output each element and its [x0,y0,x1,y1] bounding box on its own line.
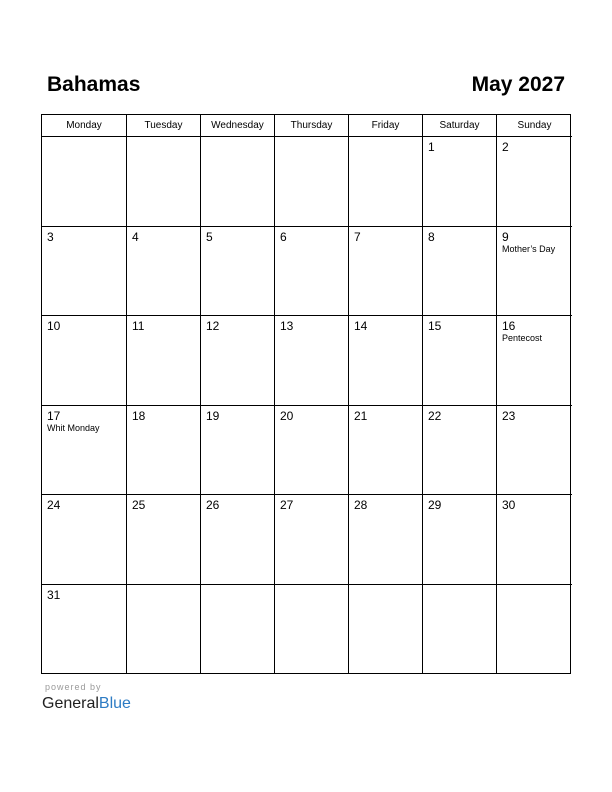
day-number: 14 [354,319,368,333]
day-cell [201,137,275,227]
weekday-header-tuesday: Tuesday [127,115,201,137]
weekday-header-friday: Friday [349,115,423,137]
day-number: 26 [206,498,220,512]
day-cell [201,406,275,496]
day-number: 18 [132,408,146,423]
day-cell [201,585,275,675]
weekday-header-thursday: Thursday [275,115,349,137]
day-cell [42,227,127,317]
day-cell [127,227,201,317]
day-number: 3 [47,229,54,244]
day-cell [497,227,572,317]
day-cell [423,495,497,585]
day-cell [42,495,127,585]
day-number: 21 [354,408,368,423]
day-cell [42,137,127,227]
day-cell [497,316,572,406]
day-cell [497,406,572,496]
day-number: 28 [354,498,368,512]
day-cell [423,227,497,317]
day-cell [201,316,275,406]
day-number: 31 [47,587,61,602]
day-number: 27 [280,498,294,512]
day-number: 10 [47,319,61,333]
generalblue-logo[interactable] [42,694,131,714]
month-year-title: May 2027 [471,73,565,96]
day-cell [127,406,201,496]
day-number: 8 [428,229,435,244]
day-cell [201,227,275,317]
day-number: 13 [280,319,294,333]
day-number: 17 [47,408,61,423]
day-number: 1 [428,140,435,154]
day-cell [349,316,423,406]
day-number: 12 [206,319,220,333]
day-cell [42,316,127,406]
day-number: 24 [47,498,61,512]
day-cell [423,406,497,496]
day-number: 11 [132,319,145,333]
day-number: 2 [502,140,509,154]
day-number: 15 [428,319,442,333]
day-number: 16 [502,319,516,333]
day-number: 5 [206,229,213,244]
weekday-header-monday: Monday [42,115,127,137]
day-cell [127,137,201,227]
day-cell [275,137,349,227]
day-number: 22 [428,408,442,423]
day-number: 19 [206,408,220,423]
day-cell [497,585,572,675]
day-number: 6 [280,229,287,244]
weekday-header-saturday: Saturday [423,115,497,137]
day-cell [423,137,497,227]
day-number: 23 [502,408,516,423]
day-cell [497,137,572,227]
footer-branding [42,682,162,718]
holiday-label: Pentecost [502,333,543,343]
day-cell [423,316,497,406]
day-number: 9 [502,229,509,244]
day-number: 7 [354,229,361,244]
day-cell [127,495,201,585]
day-cell [275,585,349,675]
day-cell [275,316,349,406]
day-number: 25 [132,498,146,512]
calendar-grid [41,114,571,674]
calendar-header [47,72,565,98]
day-cell [42,406,127,496]
brand-blue-text: Blue [98,695,131,712]
powered-by-label: powered by [45,682,102,692]
day-number: 4 [132,229,139,244]
day-cell [275,227,349,317]
brand-general-text: General [42,695,99,712]
day-number: 30 [502,498,516,512]
weekday-header-wednesday: Wednesday [201,115,275,137]
day-cell [423,585,497,675]
day-cell [349,585,423,675]
weekday-header-sunday: Sunday [497,115,572,137]
holiday-label: Mother’s Day [502,243,556,254]
day-number: 20 [280,408,294,423]
day-cell [127,585,201,675]
day-cell [349,406,423,496]
day-cell [42,585,127,675]
day-cell [201,495,275,585]
day-cell [349,495,423,585]
day-cell [497,495,572,585]
country-title: Bahamas [47,73,141,96]
holiday-label: Whit Monday [47,422,100,433]
day-cell [275,406,349,496]
day-cell [275,495,349,585]
day-cell [349,227,423,317]
day-cell [127,316,201,406]
day-cell [349,137,423,227]
day-number: 29 [428,498,442,512]
